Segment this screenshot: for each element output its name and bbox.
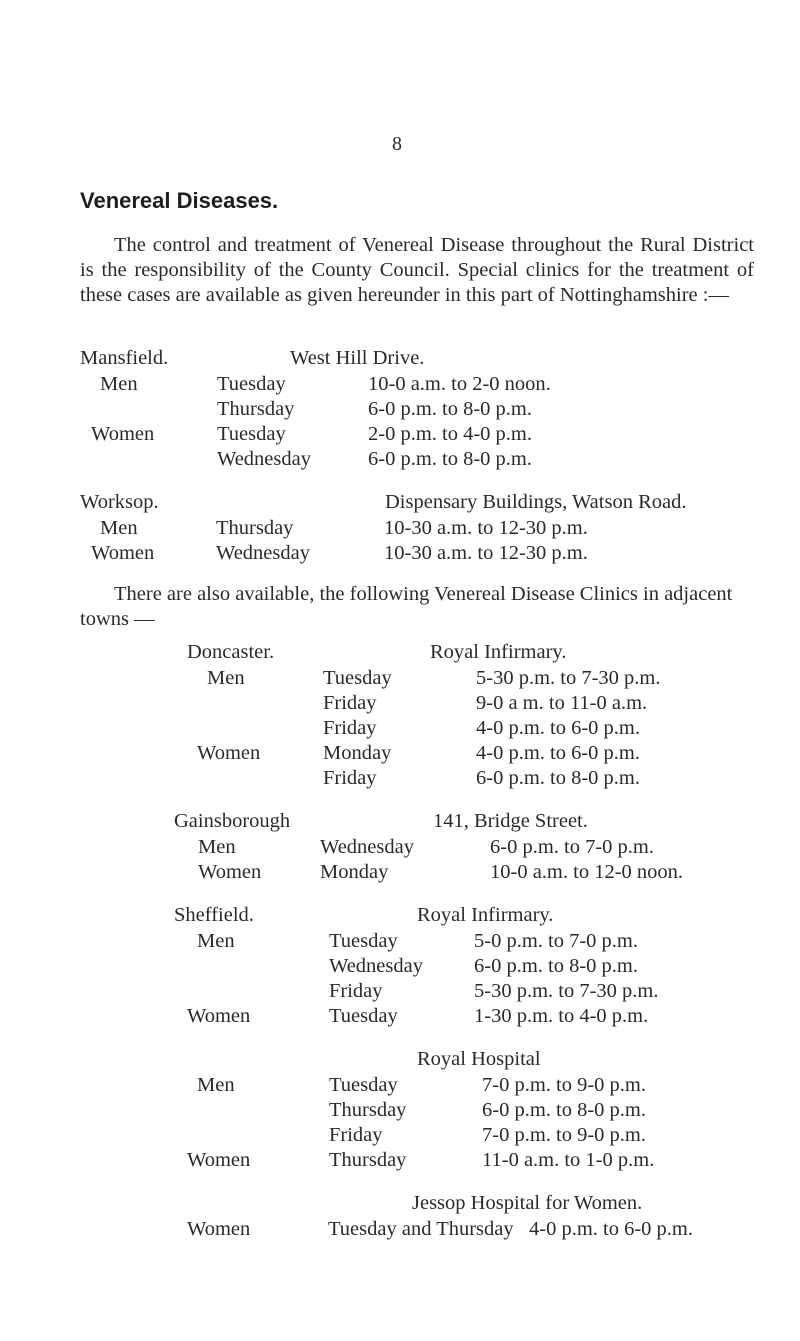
clinic-time: 5-30 p.m. to 7-30 p.m.	[476, 667, 661, 689]
clinic-who: Women	[197, 742, 261, 764]
clinic-town: Gainsborough	[174, 810, 291, 832]
clinic-time: 6-0 p.m. to 8-0 p.m.	[368, 398, 532, 420]
clinic-day: Friday	[329, 1124, 383, 1146]
adjacent-intro-paragraph: There are also available, the following Venereal Disease Clinics in adjacent towns —	[80, 583, 733, 630]
clinic-day: Friday	[323, 692, 377, 714]
clinic-time: 6-0 p.m. to 7-0 p.m.	[490, 836, 654, 858]
clinic-venue: Jessop Hospital for Women.	[412, 1192, 643, 1214]
clinic-day: Tuesday	[329, 1005, 398, 1027]
clinic-time: 10-30 a.m. to 12-30 p.m.	[384, 542, 588, 564]
clinic-time: 9-0 a m. to 11-0 a.m.	[476, 692, 648, 714]
clinic-day: Wednesday	[217, 448, 311, 470]
clinic-who: Men	[207, 667, 245, 689]
intro-paragraph: The control and treatment of Venereal Disease throughout the Rural District is the responsibility of the County Council. Special clinics for the treatment of these cases are available as given hereunder in this part of Nottinghamshire :—	[80, 234, 754, 306]
clinic-town: Sheffield.	[174, 904, 254, 926]
clinic-who: Men	[100, 517, 138, 539]
clinic-day: Tuesday	[217, 373, 286, 395]
clinic-day: Friday	[323, 767, 377, 789]
clinic-day: Tuesday and Thursday	[328, 1218, 514, 1240]
clinic-time: 2-0 p.m. to 4-0 p.m.	[368, 423, 532, 445]
clinic-who: Women	[187, 1149, 251, 1171]
section-heading: Venereal Diseases.	[80, 188, 279, 213]
clinic-venue: Dispensary Buildings, Watson Road.	[385, 491, 687, 513]
clinic-day: Thursday	[217, 398, 295, 420]
clinic-day: Wednesday	[216, 542, 310, 564]
clinic-time: 10-30 a.m. to 12-30 p.m.	[384, 517, 588, 539]
clinic-time: 6-0 p.m. to 8-0 p.m.	[476, 767, 640, 789]
clinic-day: Wednesday	[320, 836, 414, 858]
clinic-day: Friday	[323, 717, 377, 739]
page-number: 8	[392, 133, 402, 155]
clinic-time: 6-0 p.m. to 8-0 p.m.	[482, 1099, 646, 1121]
clinic-venue: Royal Infirmary.	[417, 904, 554, 926]
clinic-time: 4-0 p.m. to 6-0 p.m.	[476, 717, 640, 739]
clinic-time: 6-0 p.m. to 8-0 p.m.	[368, 448, 532, 470]
clinic-day: Tuesday	[323, 667, 392, 689]
clinic-who: Women	[91, 542, 155, 564]
clinic-day: Tuesday	[329, 1074, 398, 1096]
clinic-time: 4-0 p.m. to 6-0 p.m.	[476, 742, 640, 764]
clinic-day: Thursday	[329, 1099, 407, 1121]
clinic-time: 7-0 p.m. to 9-0 p.m.	[482, 1074, 646, 1096]
clinic-venue: 141, Bridge Street.	[433, 810, 588, 832]
clinic-town: Doncaster.	[187, 641, 275, 663]
clinic-day: Tuesday	[329, 930, 398, 952]
clinic-town: Worksop.	[80, 491, 159, 513]
clinic-time: 5-0 p.m. to 7-0 p.m.	[474, 930, 638, 952]
clinic-who: Men	[197, 930, 235, 952]
clinic-who: Women	[198, 861, 262, 883]
clinic-day: Thursday	[216, 517, 294, 539]
clinic-time: 4-0 p.m. to 6-0 p.m.	[529, 1218, 693, 1240]
clinic-day: Friday	[329, 980, 383, 1002]
clinic-venue: West Hill Drive.	[290, 347, 425, 369]
clinic-who: Men	[100, 373, 138, 395]
clinic-venue: Royal Hospital	[417, 1048, 541, 1070]
clinic-time: 6-0 p.m. to 8-0 p.m.	[474, 955, 638, 977]
clinic-time: 10-0 a.m. to 2-0 noon.	[368, 373, 551, 395]
clinic-venue: Royal Infirmary.	[430, 641, 567, 663]
clinic-town: Mansfield.	[80, 347, 169, 369]
clinic-day: Tuesday	[217, 423, 286, 445]
clinic-time: 5-30 p.m. to 7-30 p.m.	[474, 980, 659, 1002]
clinic-who: Women	[187, 1218, 251, 1240]
clinic-day: Monday	[323, 742, 392, 764]
clinic-who: Men	[198, 836, 236, 858]
clinic-time: 11-0 a.m. to 1-0 p.m.	[482, 1149, 655, 1171]
clinic-who: Women	[91, 423, 155, 445]
clinic-who: Women	[187, 1005, 251, 1027]
clinic-time: 1-30 p.m. to 4-0 p.m.	[474, 1005, 649, 1027]
clinic-time: 7-0 p.m. to 9-0 p.m.	[482, 1124, 646, 1146]
clinic-who: Men	[197, 1074, 235, 1096]
clinic-day: Monday	[320, 861, 389, 883]
clinic-day: Wednesday	[329, 955, 423, 977]
clinic-time: 10-0 a.m. to 12-0 noon.	[490, 861, 684, 883]
clinic-day: Thursday	[329, 1149, 407, 1171]
